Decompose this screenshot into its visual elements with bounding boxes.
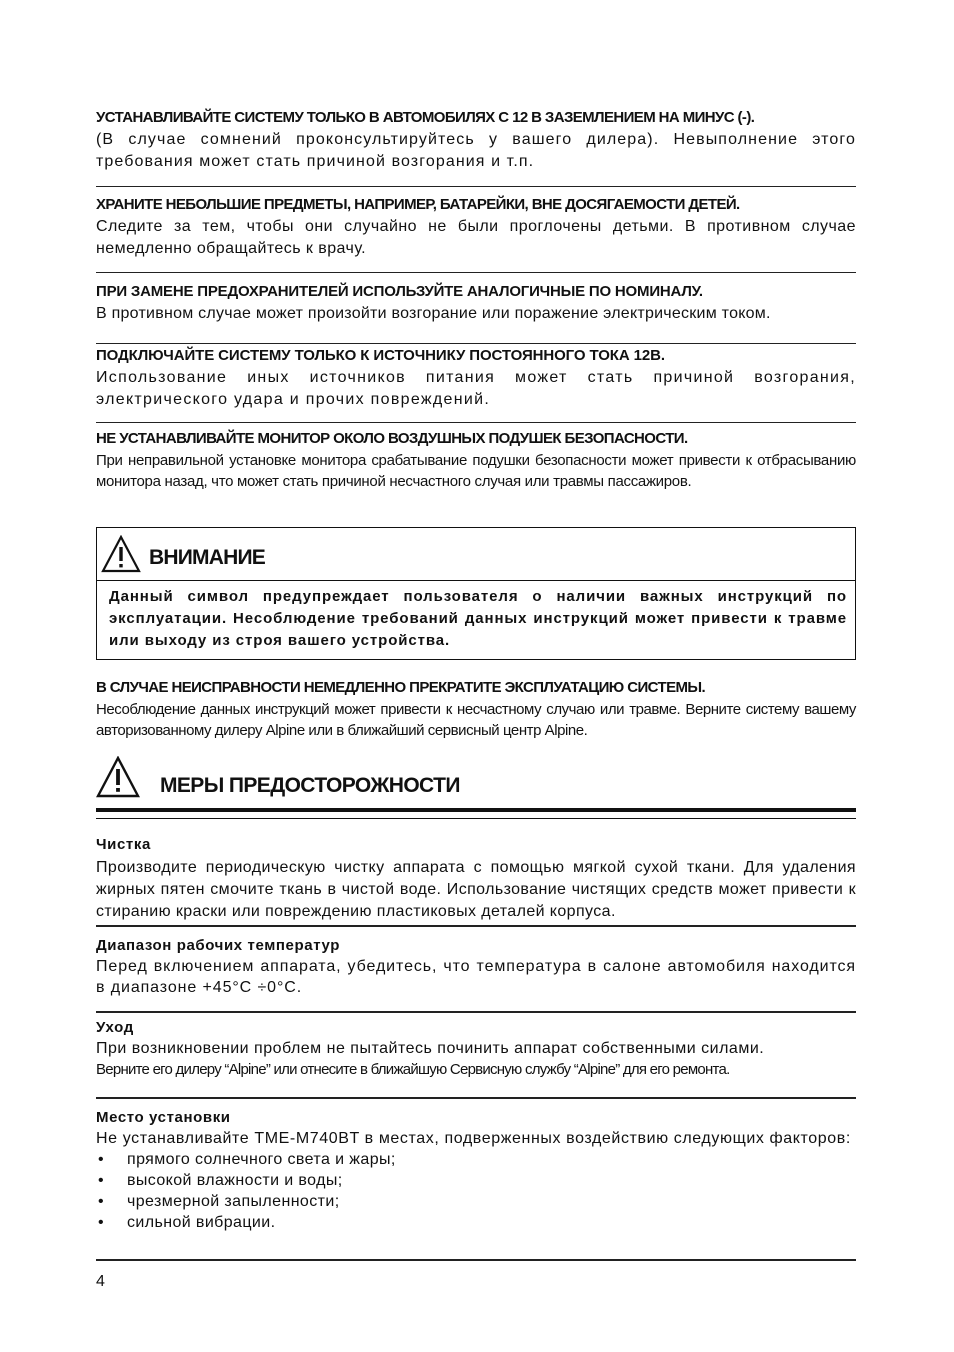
divider [96,272,856,273]
care-heading: Уход [96,1019,134,1036]
list-item: • сильной вибрации. [98,1214,276,1231]
warning-fuses [96,281,856,325]
warning-airbags [96,428,856,492]
warning-text: В противном случае может произойти возгорание или поражение электрическим током. [96,305,771,322]
care-section [96,1018,856,1080]
list-item: • высокой влажности и воды; [98,1172,343,1189]
warning-text: Использование иных источников питания может стать причиной возгорания, электрического удара и прочих повреждений. [96,369,856,408]
warning-triangle-icon [101,535,141,573]
installation-text: Не устанавливайте TME-M740BT в местах, подверженных воздействию следующих факторов: [96,1130,851,1147]
malfunction-warning [96,677,856,741]
temperature-text: Перед включением аппарата, убедитесь, что температура в салоне автомобиля находится в диапазоне +45°C ÷0°C. [96,958,856,996]
malfunction-text: Несоблюдение данных инструкций может привести к несчастному случаю или травме. Верните систему вашему авторизованному дилеру Alpine или в ближайший сервисный центр Alpine. [96,701,856,739]
bullet-icon: • [98,1214,105,1231]
caution-box-header [97,528,855,580]
divider [96,925,856,927]
warning-text: (В случае сомнений проконсультируйтесь у вашего дилера). Невыполнение этого требования может стать причиной возгорания и т.п. [96,131,856,170]
installation-heading: Место установки [96,1109,231,1126]
warning-power-source [96,345,856,411]
care-text-line1: При возникновении проблем не пытайтесь починить аппарат собственными силами. [96,1040,765,1057]
cleaning-heading: Чистка [96,836,151,853]
warning-heading: ПРИ ЗАМЕНЕ ПРЕДОХРАНИТЕЛЕЙ ИСПОЛЬЗУЙТЕ АНАЛОГИЧНЫЕ ПО НОМИНАЛУ. [96,283,703,300]
warning-text: При неправильной установке монитора срабатывание подушки безопасности может привести к отбрасыванию монитора назад, что может стать причиной несчастного случая или травмы пассажиров. [96,452,856,490]
warning-small-objects [96,194,856,260]
bullet-icon: • [98,1151,105,1168]
list-item: • чрезмерной запыленности; [98,1193,340,1210]
divider [96,1097,856,1099]
divider [96,1259,856,1261]
malfunction-heading: В СЛУЧАЕ НЕИСПРАВНОСТИ НЕМЕДЛЕННО ПРЕКРАТИТЕ ЭКСПЛУАТАЦИЮ СИСТЕМЫ. [96,679,706,696]
installation-factors-list [96,1149,856,1233]
section-rule-thick [96,808,856,812]
divider [96,422,856,423]
temperature-heading: Диапазон рабочих температур [96,937,341,954]
temperature-section [96,936,856,998]
bullet-icon: • [98,1193,105,1210]
installation-section [96,1108,856,1233]
warning-heading: УСТАНАВЛИВАЙТЕ СИСТЕМУ ТОЛЬКО В АВТОМОБИЛЯХ С 12 В ЗАЗЕМЛЕНИЕМ НА МИНУС (-). [96,109,755,126]
warning-heading: ПОДКЛЮЧАЙТЕ СИСТЕМУ ТОЛЬКО К ИСТОЧНИКУ ПОСТОЯННОГО ТОКА 12В. [96,347,665,364]
care-text-line2: Верните его дилеру “Alpine” или отнесите в ближайшую Сервисную службу “Alpine” для его ремонта. [96,1061,730,1078]
section-rule-thin [96,818,856,819]
warning-text: Следите за тем, чтобы они случайно не были проглочены детьми. В противном случае немедленно обращайтесь к врачу. [96,218,856,257]
precautions-title: МЕРЫ ПРЕДОСТОРОЖНОСТИ [160,774,460,797]
warning-triangle-icon [96,756,140,798]
caution-box-text: Данный символ предупреждает пользователя о наличии важных инструкций по эксплуатации. Несоблюдение требований данных инструкций может привести к травме или выходу из строя вашего устройства. [109,588,847,649]
warning-heading: ХРАНИТЕ НЕБОЛЬШИЕ ПРЕДМЕТЫ, НАПРИМЕР, БАТАРЕЙКИ, ВНЕ ДОСЯГАЕМОСТИ ДЕТЕЙ. [96,196,740,213]
cleaning-text: Производите периодическую чистку аппарата с помощью мягкой сухой ткани. Для удаления жирных пятен смочите ткань в чистой воде. Использование чистящих средств может привести к стиранию краски или повреждению пластиковых деталей корпуса. [96,859,856,920]
caution-box-divider [97,580,855,581]
caution-box-title: ВНИМАНИЕ [149,546,265,569]
cleaning-section [96,835,856,923]
divider [96,1011,856,1013]
list-item: • прямого солнечного света и жары; [98,1151,396,1168]
warning-grounding [96,107,856,173]
caution-box [96,527,856,660]
divider [96,343,856,344]
warning-heading: НЕ УСТАНАВЛИВАЙТЕ МОНИТОР ОКОЛО ВОЗДУШНЫХ ПОДУШЕК БЕЗОПАСНОСТИ. [96,430,688,447]
bullet-icon: • [98,1172,105,1189]
page-number: 4 [96,1273,105,1290]
divider [96,186,856,187]
